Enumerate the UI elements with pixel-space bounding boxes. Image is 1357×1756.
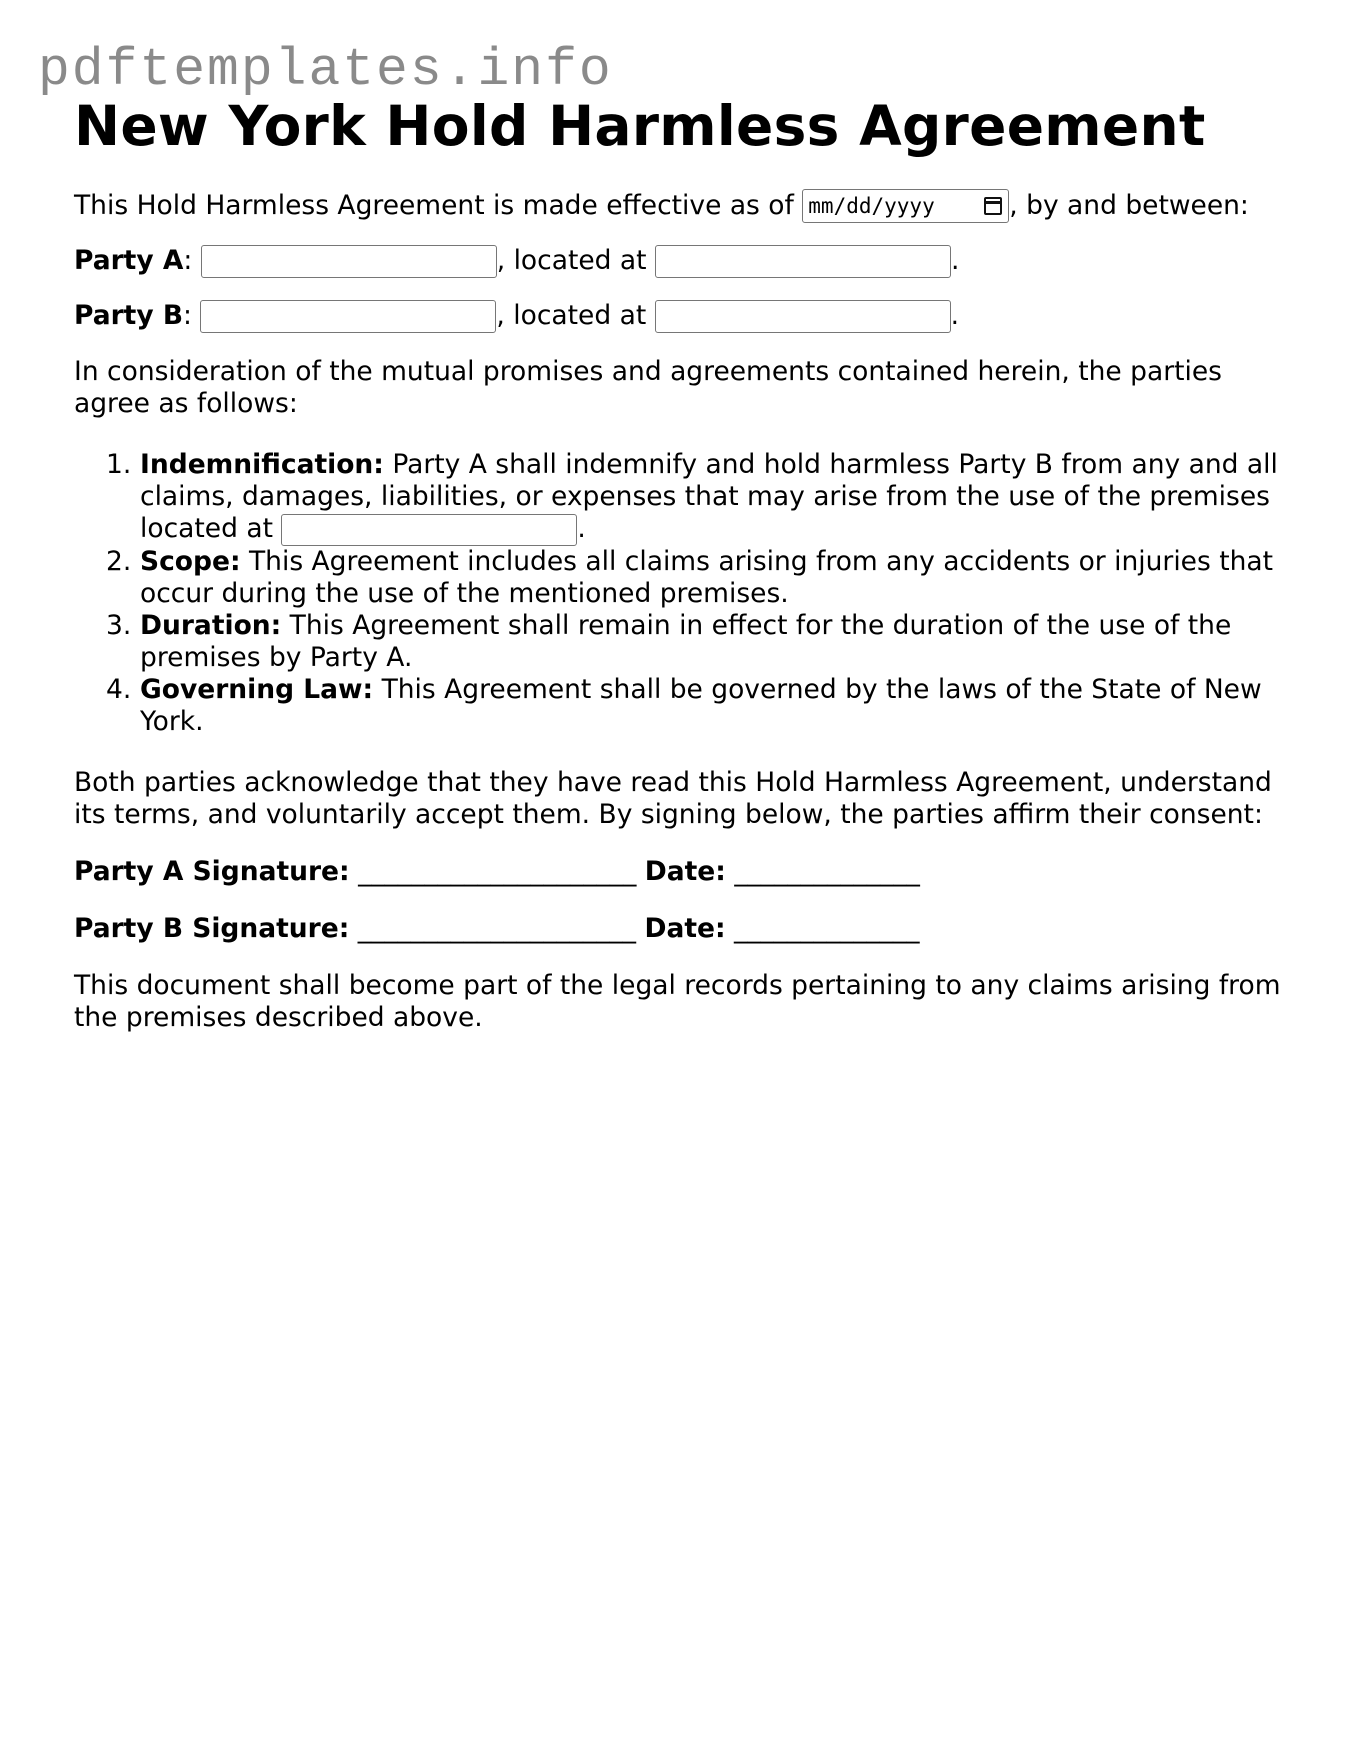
effective-date-input[interactable] (802, 189, 1009, 223)
term-heading: Governing Law: (140, 673, 374, 705)
term-duration (106, 609, 1284, 674)
signature-blank: _____________________ (358, 855, 637, 887)
party-a-line (74, 245, 1284, 277)
date-placeholder: mm/dd/yyyy (808, 194, 935, 218)
document-page (74, 90, 1284, 1034)
calendar-icon[interactable] (984, 197, 1002, 215)
term-end: . (577, 513, 586, 544)
term-number: 3. (106, 609, 132, 641)
term-heading: Scope: (140, 545, 241, 577)
term-heading: Indemnification: (140, 449, 384, 480)
term-text: This Agreement shall be governed by the laws of the State of New York. (140, 673, 1262, 737)
party-a-signature-line (74, 856, 1284, 888)
term-number: 1. (106, 449, 132, 480)
term-number: 4. (106, 673, 132, 705)
intro-line (74, 190, 1284, 222)
party-b-signature-line (74, 913, 1284, 945)
terms-list (74, 449, 1284, 738)
closing-paragraph: This document shall become part of the legal records pertaining to any claims arising from the premises described above. (74, 969, 1281, 1033)
intro-after: , by and between: (1009, 190, 1249, 221)
date-blank: ______________ (734, 912, 920, 944)
consideration-paragraph: In consideration of the mutual promises and agreements contained herein, the parties agree as follows: (74, 356, 1222, 419)
term-text: This Agreement shall remain in effect for the duration of the use of the premises by Party A. (140, 609, 1232, 673)
party-b-name-input[interactable] (200, 300, 496, 333)
party-b-colon: : (183, 300, 192, 331)
premises-address-input[interactable] (281, 514, 577, 546)
party-a-address-input[interactable] (655, 245, 951, 278)
watermark-logo: pdftemplates.info (38, 40, 613, 100)
acknowledge-paragraph: Both parties acknowledge that they have read this Hold Harmless Agreement, understand its terms, and voluntarily accept them. By signing below, the parties affirm their consent: (74, 766, 1272, 830)
signature-blank: _____________________ (357, 912, 637, 944)
party-a-located: , located at (496, 245, 647, 276)
date-label: Date: (644, 912, 726, 944)
party-a-colon: : (183, 245, 193, 276)
term-text: This Agreement includes all claims arising from any accidents or injuries that occur during the use of the mentioned premises. (140, 545, 1274, 609)
party-b-located: , located at (496, 300, 647, 331)
term-indemnification (106, 449, 1284, 546)
party-b-address-input[interactable] (655, 300, 951, 333)
party-b-line (74, 300, 1284, 332)
date-label: Date: (644, 855, 726, 887)
term-governing-law (106, 673, 1284, 738)
page-title: New York Hold Harmless Agreement (74, 94, 1206, 158)
term-number: 2. (106, 545, 132, 577)
party-a-end: . (950, 245, 960, 276)
party-a-name-input[interactable] (201, 245, 497, 278)
signature-label: Party A Signature: (74, 855, 350, 887)
term-scope (106, 545, 1284, 610)
signature-label: Party B Signature: (74, 912, 350, 944)
date-blank: ______________ (734, 855, 920, 887)
party-b-end: . (950, 300, 960, 331)
intro-text: This Hold Harmless Agreement is made effective as of (74, 190, 794, 221)
party-a-label: Party A (74, 245, 184, 276)
term-text: Party A shall indemnify and hold harmless Party B from any and all claims, damages, liabilities, or expenses that may arise from the use of the premises located at (140, 449, 1278, 544)
party-b-label: Party B (74, 300, 184, 331)
term-heading: Duration: (140, 609, 282, 641)
